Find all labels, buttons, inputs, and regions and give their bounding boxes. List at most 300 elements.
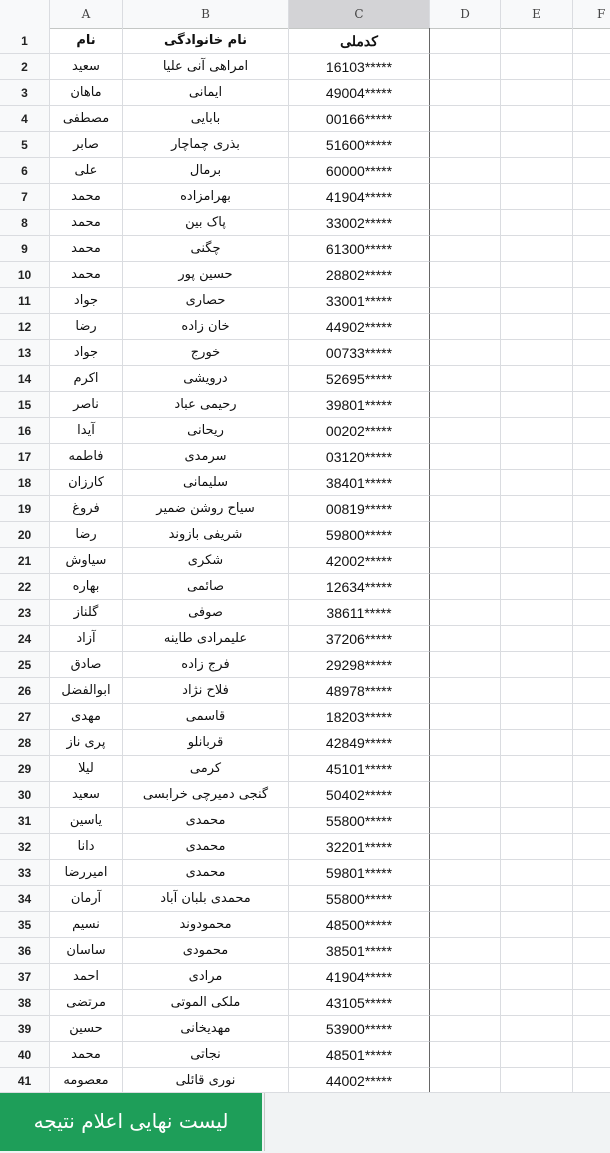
row-number[interactable]: 26 [0,678,50,704]
corner-select-all[interactable] [0,0,50,28]
cell-empty-d[interactable] [430,574,501,600]
cell-first-name[interactable]: رضا [50,314,123,340]
cell-national-id[interactable]: 00733***** [289,340,430,366]
cell-first-name[interactable]: آرمان [50,886,123,912]
cell-last-name[interactable]: علیمرادی طاینه [123,626,289,652]
row-number[interactable]: 24 [0,626,50,652]
cell-first-name[interactable]: لیلا [50,756,123,782]
cell-empty-d[interactable] [430,340,501,366]
cell-empty-e[interactable] [501,54,573,80]
cell-empty-e[interactable] [501,678,573,704]
cell-empty-e[interactable] [501,340,573,366]
cell-empty-e[interactable] [501,418,573,444]
cell-empty-f[interactable] [573,678,610,704]
cell-first-name[interactable]: بهاره [50,574,123,600]
cell-national-id[interactable]: کدملی [289,28,430,54]
cell-first-name[interactable]: اکرم [50,366,123,392]
cell-last-name[interactable]: خان زاده [123,314,289,340]
cell-empty-d[interactable] [430,132,501,158]
cell-empty-d[interactable] [430,678,501,704]
row-number[interactable]: 31 [0,808,50,834]
cell-national-id[interactable]: 37206***** [289,626,430,652]
cell-national-id[interactable]: 16103***** [289,54,430,80]
cell-empty-d[interactable] [430,470,501,496]
cell-empty-f[interactable] [573,574,610,600]
cell-first-name[interactable]: مهدی [50,704,123,730]
cell-empty-f[interactable] [573,54,610,80]
cell-national-id[interactable]: 43105***** [289,990,430,1016]
cell-empty-e[interactable] [501,106,573,132]
row-number[interactable]: 12 [0,314,50,340]
cell-national-id[interactable]: 48501***** [289,1042,430,1068]
cell-last-name[interactable]: محمودی [123,938,289,964]
cell-first-name[interactable]: سیاوش [50,548,123,574]
cell-first-name[interactable]: ابوالفضل [50,678,123,704]
cell-last-name[interactable]: بابایی [123,106,289,132]
cell-first-name[interactable]: گلناز [50,600,123,626]
table-row [0,80,610,106]
cell-empty-e[interactable] [501,132,573,158]
cell-empty-d[interactable] [430,912,501,938]
cell-first-name[interactable]: فروغ [50,496,123,522]
cell-empty-e[interactable] [501,1068,573,1094]
cell-empty-f[interactable] [573,418,610,444]
cell-empty-f[interactable] [573,652,610,678]
cell-national-id[interactable]: 42849***** [289,730,430,756]
cell-empty-e[interactable] [501,210,573,236]
cell-first-name[interactable]: صابر [50,132,123,158]
cell-last-name[interactable]: محمدی [123,860,289,886]
cell-empty-d[interactable] [430,938,501,964]
cell-first-name[interactable]: حسین [50,1016,123,1042]
cell-national-id[interactable]: 59801***** [289,860,430,886]
row-number[interactable]: 29 [0,756,50,782]
cell-empty-d[interactable] [430,782,501,808]
row-number[interactable]: 22 [0,574,50,600]
cell-national-id[interactable]: 59800***** [289,522,430,548]
cell-last-name[interactable]: گنجی دمیرچی خرابسی [123,782,289,808]
row-number[interactable]: 20 [0,522,50,548]
cell-empty-f[interactable] [573,496,610,522]
cell-empty-d[interactable] [430,444,501,470]
cell-first-name[interactable]: امیررضا [50,860,123,886]
cell-national-id[interactable]: 00166***** [289,106,430,132]
cell-empty-e[interactable] [501,886,573,912]
cell-empty-d[interactable] [430,496,501,522]
cell-last-name[interactable]: رحیمی عباد [123,392,289,418]
row-number[interactable]: 39 [0,1016,50,1042]
cell-empty-d[interactable] [430,1042,501,1068]
cell-first-name[interactable]: مرتضی [50,990,123,1016]
cell-empty-f[interactable] [573,704,610,730]
cell-empty-d[interactable] [430,1016,501,1042]
cell-empty-f[interactable] [573,808,610,834]
cell-last-name[interactable]: فلاح نژاد [123,678,289,704]
cell-empty-f[interactable] [573,262,610,288]
cell-last-name[interactable]: خورج [123,340,289,366]
cell-first-name[interactable]: علی [50,158,123,184]
cell-empty-e[interactable] [501,288,573,314]
cell-national-id[interactable]: 38501***** [289,938,430,964]
cell-empty-f[interactable] [573,210,610,236]
cell-national-id[interactable]: 03120***** [289,444,430,470]
cell-last-name[interactable]: شریفی بازوند [123,522,289,548]
cell-last-name[interactable]: ملکی الموتی [123,990,289,1016]
cell-national-id[interactable]: 32201***** [289,834,430,860]
cell-first-name[interactable]: محمد [50,236,123,262]
cell-last-name[interactable]: سیاح روشن ضمیر [123,496,289,522]
table-row [0,730,610,756]
cell-empty-f[interactable] [573,158,610,184]
cell-empty-f[interactable] [573,366,610,392]
cell-first-name[interactable]: جواد [50,288,123,314]
cell-empty-e[interactable] [501,912,573,938]
cell-national-id[interactable]: 12634***** [289,574,430,600]
row-number[interactable]: 21 [0,548,50,574]
column-header-d[interactable]: D [430,0,501,28]
cell-empty-e[interactable] [501,834,573,860]
cell-first-name[interactable]: معصومه [50,1068,123,1094]
cell-last-name[interactable]: امراهی آنی علیا [123,54,289,80]
row-number[interactable]: 6 [0,158,50,184]
row-number[interactable]: 9 [0,236,50,262]
cell-empty-d[interactable] [430,522,501,548]
cell-empty-d[interactable] [430,418,501,444]
cell-empty-d[interactable] [430,964,501,990]
cell-national-id[interactable]: 45101***** [289,756,430,782]
cell-empty-e[interactable] [501,158,573,184]
cell-first-name[interactable]: پری ناز [50,730,123,756]
column-header-b[interactable]: B [123,0,289,28]
cell-empty-e[interactable] [501,184,573,210]
cell-empty-f[interactable] [573,756,610,782]
cell-first-name[interactable]: محمد [50,210,123,236]
cell-national-id[interactable]: 48978***** [289,678,430,704]
cell-last-name[interactable]: بذری چماچار [123,132,289,158]
cell-empty-f[interactable] [573,80,610,106]
cell-empty-e[interactable] [501,28,573,54]
cell-empty-f[interactable] [573,782,610,808]
cell-last-name[interactable]: نجاتی [123,1042,289,1068]
row-number[interactable]: 14 [0,366,50,392]
cell-empty-f[interactable] [573,938,610,964]
cell-last-name[interactable]: برمال [123,158,289,184]
cell-last-name[interactable]: مهدیخانی [123,1016,289,1042]
row-number[interactable]: 34 [0,886,50,912]
cell-first-name[interactable]: نسیم [50,912,123,938]
row-number[interactable]: 35 [0,912,50,938]
column-header-a[interactable]: A [50,0,123,28]
cell-empty-f[interactable] [573,1016,610,1042]
cell-last-name[interactable]: قربانلو [123,730,289,756]
row-number[interactable]: 41 [0,1068,50,1094]
row-number[interactable]: 37 [0,964,50,990]
cell-first-name[interactable]: نام [50,28,123,54]
cell-last-name[interactable]: حصاری [123,288,289,314]
cell-last-name[interactable]: کرمی [123,756,289,782]
cell-last-name[interactable]: پاک بین [123,210,289,236]
cell-last-name[interactable]: قاسمی [123,704,289,730]
cell-empty-d[interactable] [430,158,501,184]
cell-national-id[interactable]: 61300***** [289,236,430,262]
cell-empty-e[interactable] [501,548,573,574]
cell-empty-e[interactable] [501,314,573,340]
cell-last-name[interactable]: محمودوند [123,912,289,938]
table-row [0,704,610,730]
cell-first-name[interactable]: مصطفی [50,106,123,132]
cell-national-id[interactable]: 52695***** [289,366,430,392]
cell-empty-f[interactable] [573,132,610,158]
cell-national-id[interactable]: 33001***** [289,288,430,314]
cell-last-name[interactable]: مرادی [123,964,289,990]
cell-first-name[interactable]: محمد [50,184,123,210]
cell-empty-e[interactable] [501,392,573,418]
cell-empty-f[interactable] [573,1042,610,1068]
row-number[interactable]: 15 [0,392,50,418]
cell-first-name[interactable]: سعید [50,54,123,80]
cell-last-name[interactable]: حسین پور [123,262,289,288]
cell-first-name[interactable]: فاطمه [50,444,123,470]
row-number[interactable]: 10 [0,262,50,288]
cell-empty-e[interactable] [501,1042,573,1068]
cell-first-name[interactable]: سعید [50,782,123,808]
row-number[interactable]: 4 [0,106,50,132]
cell-empty-d[interactable] [430,626,501,652]
cell-first-name[interactable]: کارزان [50,470,123,496]
cell-national-id[interactable]: 41904***** [289,184,430,210]
cell-empty-f[interactable] [573,600,610,626]
cell-last-name[interactable]: محمدی بلبان آباد [123,886,289,912]
cell-national-id[interactable]: 42002***** [289,548,430,574]
cell-empty-e[interactable] [501,756,573,782]
cell-empty-d[interactable] [430,392,501,418]
cell-empty-d[interactable] [430,652,501,678]
cell-empty-f[interactable] [573,626,610,652]
cell-empty-e[interactable] [501,366,573,392]
cell-empty-f[interactable] [573,184,610,210]
cell-national-id[interactable]: 29298***** [289,652,430,678]
cell-empty-d[interactable] [430,210,501,236]
cell-empty-d[interactable] [430,886,501,912]
row-number[interactable]: 7 [0,184,50,210]
row-number[interactable]: 17 [0,444,50,470]
cell-empty-f[interactable] [573,28,610,54]
cell-empty-f[interactable] [573,444,610,470]
cell-empty-e[interactable] [501,990,573,1016]
row-number[interactable]: 3 [0,80,50,106]
column-header-f[interactable]: F [597,7,606,21]
cell-national-id[interactable]: 53900***** [289,1016,430,1042]
cell-national-id[interactable]: 44002***** [289,1068,430,1094]
cell-first-name[interactable]: محمد [50,1042,123,1068]
cell-empty-d[interactable] [430,236,501,262]
cell-empty-d[interactable] [430,184,501,210]
cell-empty-e[interactable] [501,444,573,470]
cell-empty-e[interactable] [501,938,573,964]
cell-empty-e[interactable] [501,626,573,652]
row-number[interactable]: 5 [0,132,50,158]
cell-empty-e[interactable] [501,1016,573,1042]
cell-empty-f[interactable] [573,990,610,1016]
row-number[interactable]: 25 [0,652,50,678]
cell-empty-f[interactable] [573,730,610,756]
cell-empty-e[interactable] [501,860,573,886]
row-number[interactable]: 38 [0,990,50,1016]
cell-empty-f[interactable] [573,1068,610,1094]
cell-empty-d[interactable] [430,262,501,288]
cell-first-name[interactable]: ماهان [50,80,123,106]
cell-empty-d[interactable] [430,288,501,314]
cell-empty-f[interactable] [573,236,610,262]
cell-empty-d[interactable] [430,704,501,730]
cell-national-id[interactable]: 41904***** [289,964,430,990]
cell-last-name[interactable]: ریحانی [123,418,289,444]
cell-first-name[interactable]: صادق [50,652,123,678]
cell-empty-d[interactable] [430,54,501,80]
cell-national-id[interactable]: 55800***** [289,886,430,912]
cell-empty-d[interactable] [430,1068,501,1094]
cell-empty-e[interactable] [501,236,573,262]
row-number[interactable]: 32 [0,834,50,860]
cell-first-name[interactable]: محمد [50,262,123,288]
column-header-c[interactable]: C [289,0,430,28]
cell-empty-f[interactable] [573,340,610,366]
cell-empty-d[interactable] [430,28,501,54]
cell-empty-e[interactable] [501,262,573,288]
cell-empty-d[interactable] [430,860,501,886]
cell-first-name[interactable]: دانا [50,834,123,860]
cell-empty-d[interactable] [430,80,501,106]
row-number[interactable]: 18 [0,470,50,496]
cell-empty-e[interactable] [501,496,573,522]
cell-last-name[interactable]: نام خانوادگی [123,28,289,54]
cell-empty-d[interactable] [430,730,501,756]
cell-empty-f[interactable] [573,522,610,548]
cell-empty-d[interactable] [430,834,501,860]
cell-first-name[interactable]: ناصر [50,392,123,418]
table-row [0,470,610,496]
cell-empty-d[interactable] [430,366,501,392]
cell-empty-f[interactable] [573,470,610,496]
column-header-e[interactable]: E [501,0,573,28]
cell-first-name[interactable]: جواد [50,340,123,366]
cell-empty-f[interactable] [573,106,610,132]
cell-first-name[interactable]: آزاد [50,626,123,652]
cell-national-id[interactable]: 38611***** [289,600,430,626]
row-number[interactable]: 33 [0,860,50,886]
cell-empty-f[interactable] [573,886,610,912]
cell-national-id[interactable]: 50402***** [289,782,430,808]
cell-national-id[interactable]: 49004***** [289,80,430,106]
cell-last-name[interactable]: سلیمانی [123,470,289,496]
cell-national-id[interactable]: 55800***** [289,808,430,834]
row-number[interactable]: 13 [0,340,50,366]
cell-empty-d[interactable] [430,106,501,132]
cell-national-id[interactable]: 28802***** [289,262,430,288]
cell-empty-e[interactable] [501,522,573,548]
cell-empty-e[interactable] [501,600,573,626]
cell-empty-e[interactable] [501,964,573,990]
cell-empty-e[interactable] [501,808,573,834]
cell-empty-e[interactable] [501,574,573,600]
cell-last-name[interactable]: نوری قائلی [123,1068,289,1094]
cell-first-name[interactable]: ساسان [50,938,123,964]
cell-national-id[interactable]: 33002***** [289,210,430,236]
cell-national-id[interactable]: 44902***** [289,314,430,340]
cell-last-name[interactable]: چگنی [123,236,289,262]
cell-last-name[interactable]: فرج زاده [123,652,289,678]
cell-national-id[interactable]: 00202***** [289,418,430,444]
cell-last-name[interactable]: شکری [123,548,289,574]
cell-national-id[interactable]: 38401***** [289,470,430,496]
cell-empty-e[interactable] [501,470,573,496]
row-number[interactable]: 30 [0,782,50,808]
cell-empty-f[interactable] [573,964,610,990]
cell-last-name[interactable]: صائمی [123,574,289,600]
cell-last-name[interactable]: محمدی [123,834,289,860]
row-number[interactable]: 19 [0,496,50,522]
cell-first-name[interactable]: احمد [50,964,123,990]
cell-empty-f[interactable] [573,392,610,418]
cell-empty-f[interactable] [573,288,610,314]
row-number[interactable]: 16 [0,418,50,444]
cell-last-name[interactable]: بهرامزاده [123,184,289,210]
cell-last-name[interactable]: درویشی [123,366,289,392]
row-number[interactable]: 23 [0,600,50,626]
cell-last-name[interactable]: محمدی [123,808,289,834]
cell-first-name[interactable]: یاسین [50,808,123,834]
cell-first-name[interactable]: آیدا [50,418,123,444]
cell-empty-d[interactable] [430,600,501,626]
cell-empty-d[interactable] [430,548,501,574]
cell-last-name[interactable]: صوفی [123,600,289,626]
cell-national-id[interactable]: 51600***** [289,132,430,158]
row-number[interactable]: 40 [0,1042,50,1068]
cell-national-id[interactable]: 18203***** [289,704,430,730]
cell-empty-e[interactable] [501,782,573,808]
cell-empty-e[interactable] [501,652,573,678]
cell-empty-f[interactable] [573,548,610,574]
table-row [0,574,610,600]
cell-empty-e[interactable] [501,704,573,730]
cell-empty-d[interactable] [430,756,501,782]
row-number[interactable]: 36 [0,938,50,964]
cell-empty-f[interactable] [573,860,610,886]
row-number[interactable]: 28 [0,730,50,756]
cell-last-name[interactable]: سرمدی [123,444,289,470]
cell-empty-d[interactable] [430,314,501,340]
row-number[interactable]: 11 [0,288,50,314]
cell-empty-f[interactable] [573,314,610,340]
cell-first-name[interactable]: رضا [50,522,123,548]
row-number[interactable]: 8 [0,210,50,236]
cell-empty-f[interactable] [573,912,610,938]
cell-empty-e[interactable] [501,730,573,756]
cell-national-id[interactable]: 48500***** [289,912,430,938]
cell-national-id[interactable]: 39801***** [289,392,430,418]
row-number[interactable]: 27 [0,704,50,730]
cell-empty-d[interactable] [430,808,501,834]
cell-empty-e[interactable] [501,80,573,106]
cell-empty-f[interactable] [573,834,610,860]
cell-national-id[interactable]: 00819***** [289,496,430,522]
cell-last-name[interactable]: ایمانی [123,80,289,106]
row-number[interactable]: 2 [0,54,50,80]
row-number[interactable]: 1 [0,28,50,54]
cell-national-id[interactable]: 60000***** [289,158,430,184]
cell-empty-d[interactable] [430,990,501,1016]
sheet-tab-active[interactable]: لیست نهایی اعلام نتیجه [0,1093,262,1151]
